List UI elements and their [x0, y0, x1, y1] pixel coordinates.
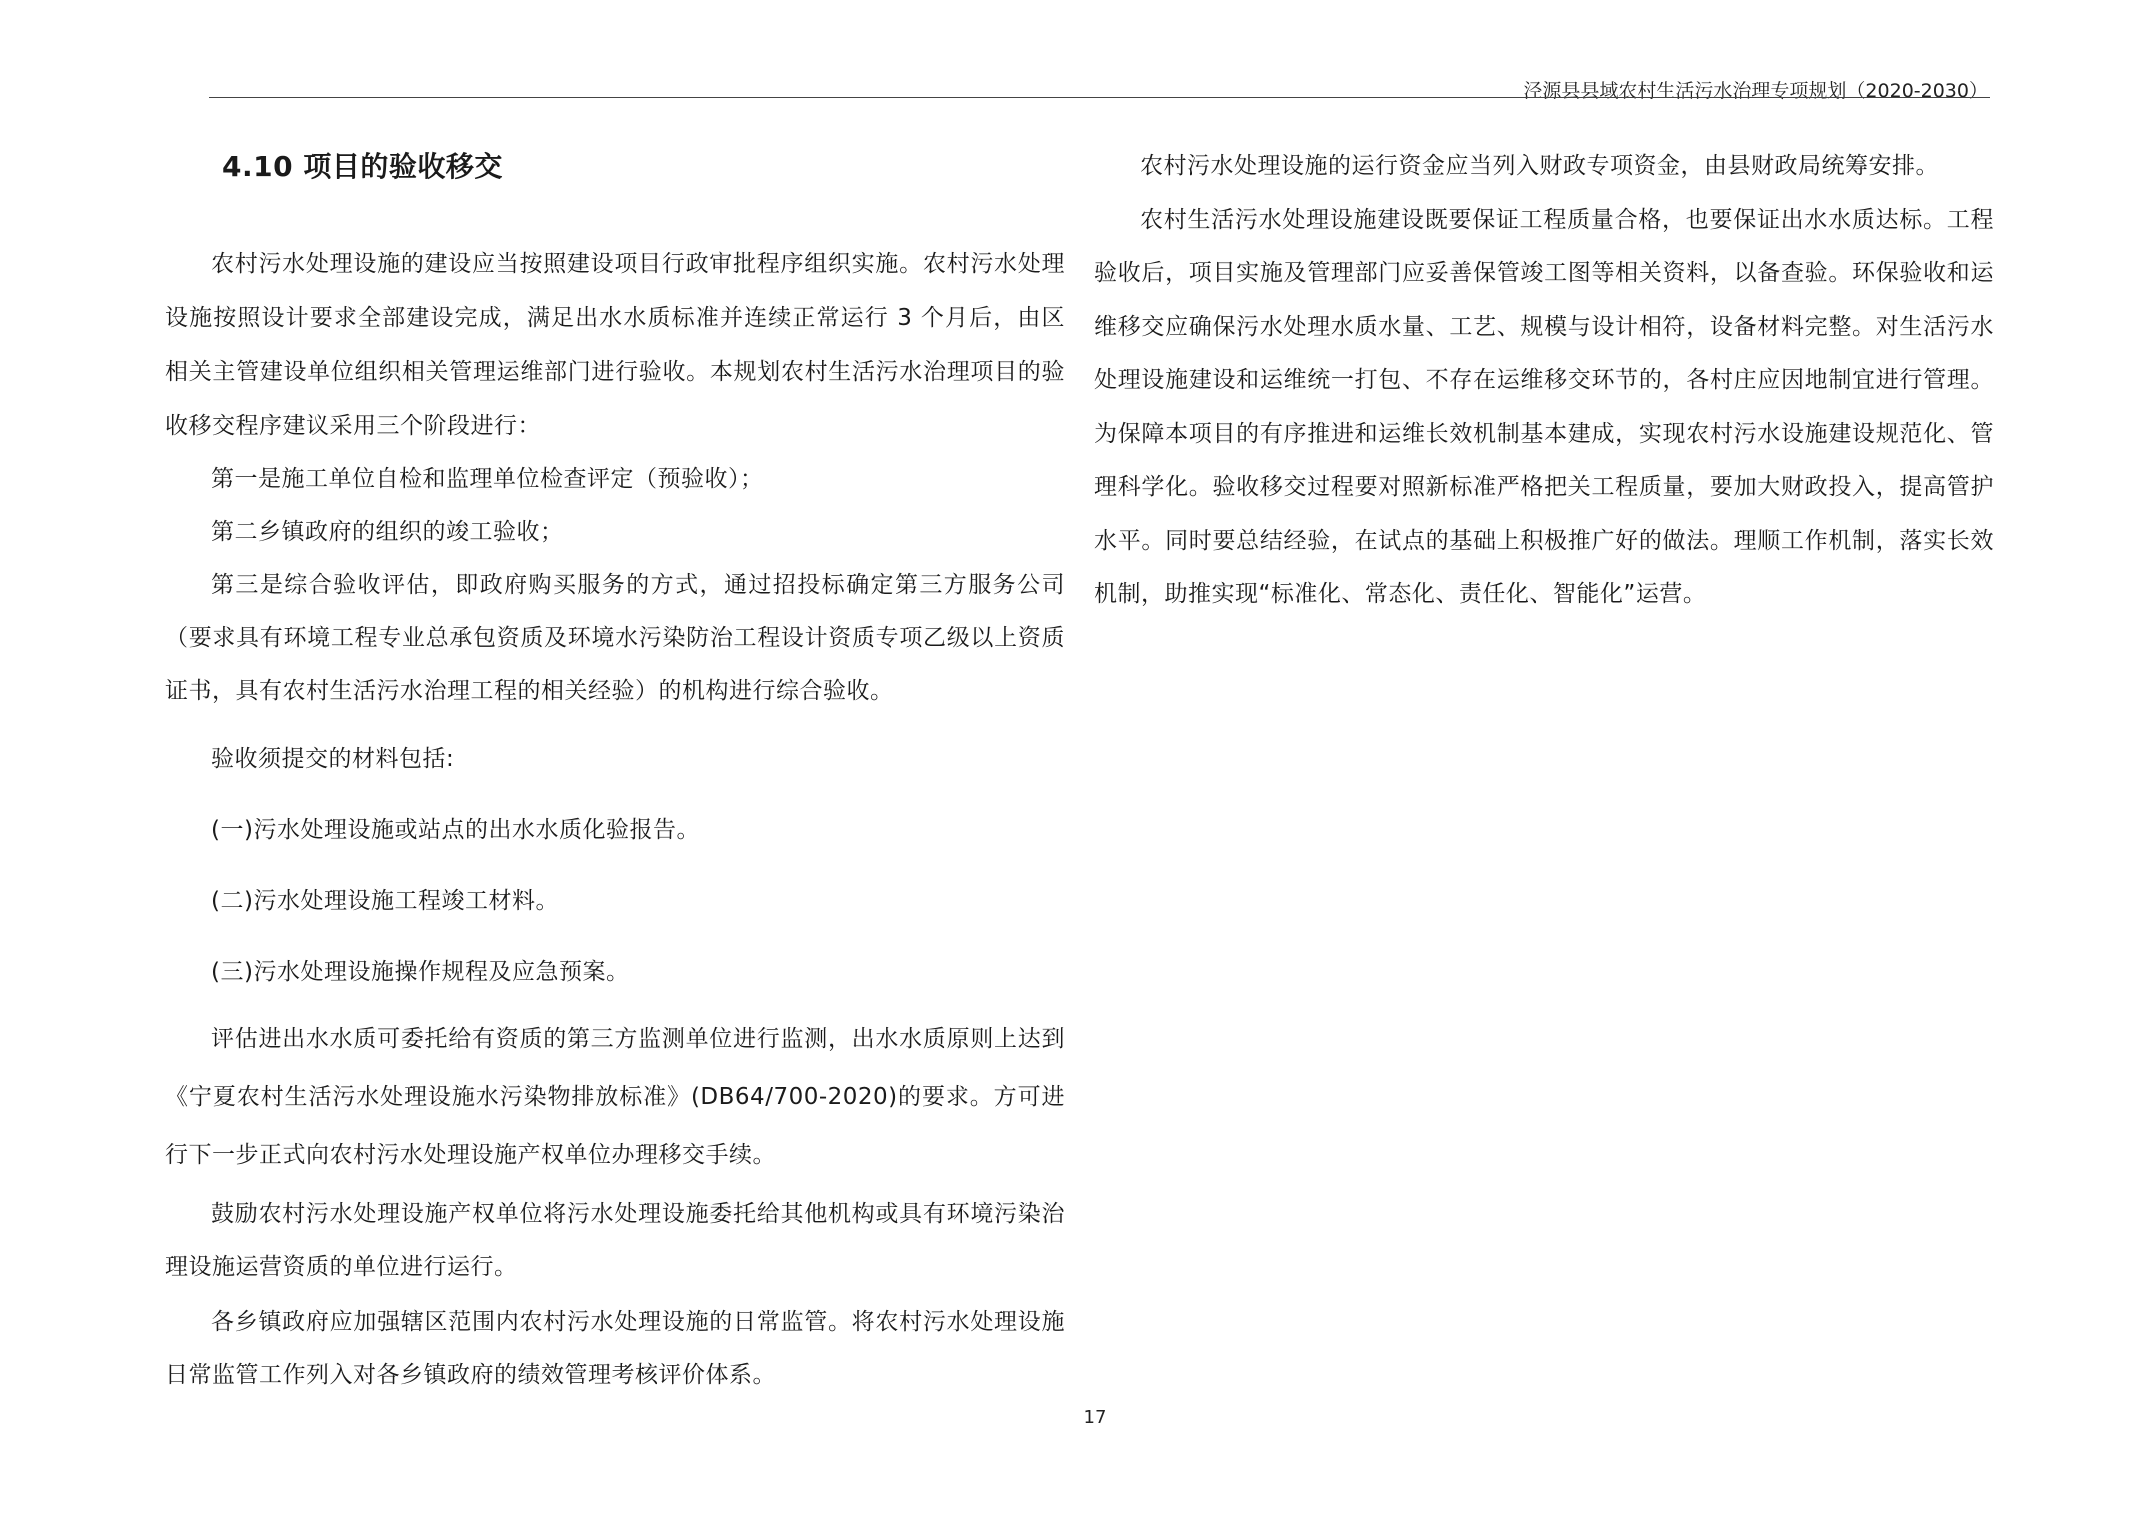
page-number: 17 [1083, 1407, 1107, 1428]
header-divider [209, 97, 1990, 98]
quality-paragraph: 农村生活污水处理设施建设既要保证工程质量合格，也要保证出水水质达标。工程验收后，项目实施及管理部门应妥善保管竣工图等相关资料，以备查验。环保验收和运维移交应确保污水处理水质水量、工艺、规模与设计相符，设备材料完整。对生活污水处理设施建设和运维统一打包、不存在运维移交环节的，各村庄应因地制宜进行管理。为保障本项目的有序推进和运维长效机制基本建成，实现农村污水设施建设规范化、管理科学化。验收移交过程要对照新标准严格把关工程质量，要加大财政投入，提高管护水平。同时要总结经验，在试点的基础上积极推广好的做法。理顺工作机制，落实长效机制，助推实现“标准化、常态化、责任化、智能化”运营。 [1094, 206, 1994, 607]
evaluation-paragraph: 评估进出水水质可委托给有资质的第三方监测单位进行监测，出水水质原则上达到《宁夏农村生活污水处理设施水污染物排放标准》(DB64/700-2020)的要求。方可进行下一步正式向农村污水处理设施产权单位办理移交手续。 [165, 1026, 1065, 1168]
supervision-paragraph: 各乡镇政府应加强辖区范围内农村污水处理设施的日常监管。将农村污水处理设施日常监管工作列入对各乡镇政府的绩效管理考核评价体系。 [165, 1309, 1065, 1388]
material-item: (三)污水处理设施操作规程及应急预案。 [211, 959, 630, 985]
encourage-paragraph: 鼓励农村污水处理设施产权单位将污水处理设施委托给其他机构或具有环境污染治理设施运营资质的单位进行运行。 [165, 1201, 1065, 1280]
left-column [165, 145, 1065, 1402]
intro-paragraph: 农村污水处理设施的建设应当按照建设项目行政审批程序组织实施。农村污水处理设施按照设计要求全部建设完成，满足出水水质标准并连续正常运行 3 个月后，由区相关主管建设单位组织相关管理运维部门进行验收。本规划农村生活污水治理项目的验收移交程序建议采用三个阶段进行： [165, 251, 1065, 439]
material-item: (一)污水处理设施或站点的出水水质化验报告。 [211, 817, 700, 843]
right-column [1094, 140, 1994, 622]
section-heading: 4.10 项目的验收移交 [222, 150, 503, 183]
stage-item: 第二乡镇政府的组织的竣工验收； [211, 519, 564, 545]
running-header: 泾源县县域农村生活污水治理专项规划（2020-2030） [1523, 80, 1988, 102]
funding-paragraph: 农村污水处理设施的运行资金应当列入财政专项资金，由县财政局统筹安排。 [1140, 153, 1939, 179]
materials-intro: 验收须提交的材料包括: [211, 746, 455, 772]
material-item: (二)污水处理设施工程竣工材料。 [211, 888, 559, 914]
stage-item: 第一是施工单位自检和监理单位检查评定（预验收）； [211, 466, 764, 492]
stage-item: 第三是综合验收评估，即政府购买服务的方式，通过招投标确定第三方服务公司（要求具有环境工程专业总承包资质及环境水污染防治工程设计资质专项乙级以上资质证书，具有农村生活污水治理工程的相关经验）的机构进行综合验收。 [165, 572, 1065, 704]
